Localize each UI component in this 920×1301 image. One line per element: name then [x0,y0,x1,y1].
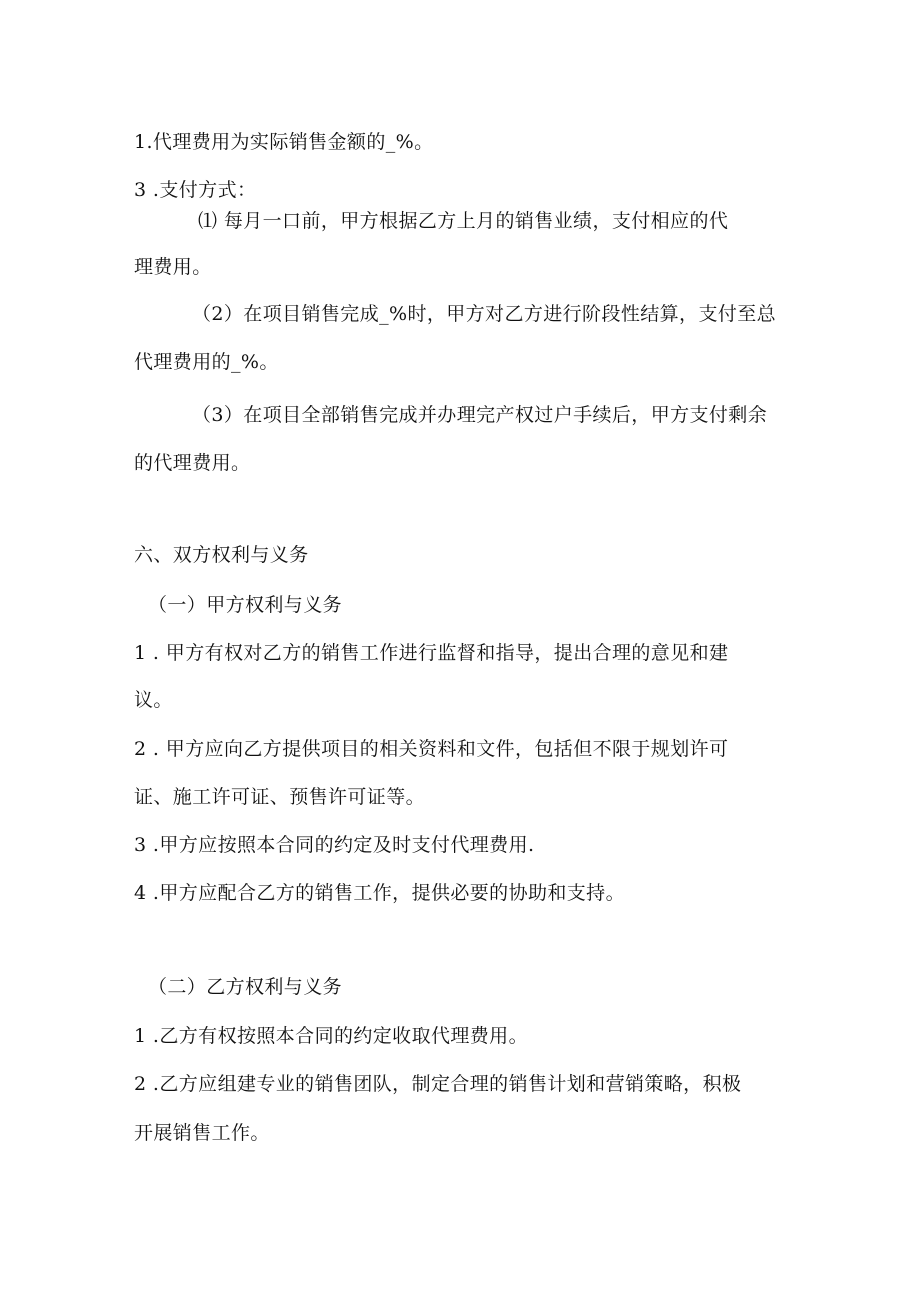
payment-item-3-line-2: 的代理费用。 [134,452,251,474]
party-b-item-2-line-2: 开展销售工作。 [134,1122,270,1144]
payment-item-2-line-2: 代理费用的_%。 [134,351,279,373]
payment-item-2-line-1: （2）在项目销售完成_%时，甲方对乙方进行阶段性结算，支付至总 [192,303,777,325]
party-b-item-1: 1 .乙方有权按照本合同的约定收取代理费用。 [134,1025,528,1047]
party-b-title: （二）乙方权利与义务 [148,976,343,998]
party-a-item-1-line-1: 1 . 甲方有权对乙方的销售工作进行监督和指导，提出合理的意见和建 [134,642,729,664]
party-a-item-1-line-2: 议。 [134,689,173,711]
party-a-item-3: 3 .甲方应按照本合同的约定及时支付代理费用. [134,834,535,856]
party-a-item-2-line-1: 2 . 甲方应向乙方提供项目的相关资料和文件，包括但不限于规划许可 [134,738,729,760]
payment-item-3-line-1: （3）在项目全部销售完成并办理完产权过户手续后，甲方支付剩余 [192,404,768,426]
party-a-item-4: 4 .甲方应配合乙方的销售工作，提供必要的协助和支持。 [134,882,625,904]
payment-item-1-line-1: ⑴ 每月一口前，甲方根据乙方上月的销售业绩，支付相应的代 [198,210,729,232]
section-6-title: 六、双方权利与义务 [134,544,309,566]
party-a-title: （一）甲方权利与义务 [148,594,343,616]
payment-item-1-line-2: 理费用。 [134,256,212,278]
fee-rate-clause: 1.代理费用为实际销售金额的_%。 [134,131,434,153]
payment-method-heading: 3 .支付方式： [134,179,257,201]
party-b-item-2-line-1: 2 .乙方应组建专业的销售团队，制定合理的销售计划和营销策略，积极 [134,1073,742,1095]
party-a-item-2-line-2: 证、施工许可证、预售许可证等。 [134,786,426,808]
